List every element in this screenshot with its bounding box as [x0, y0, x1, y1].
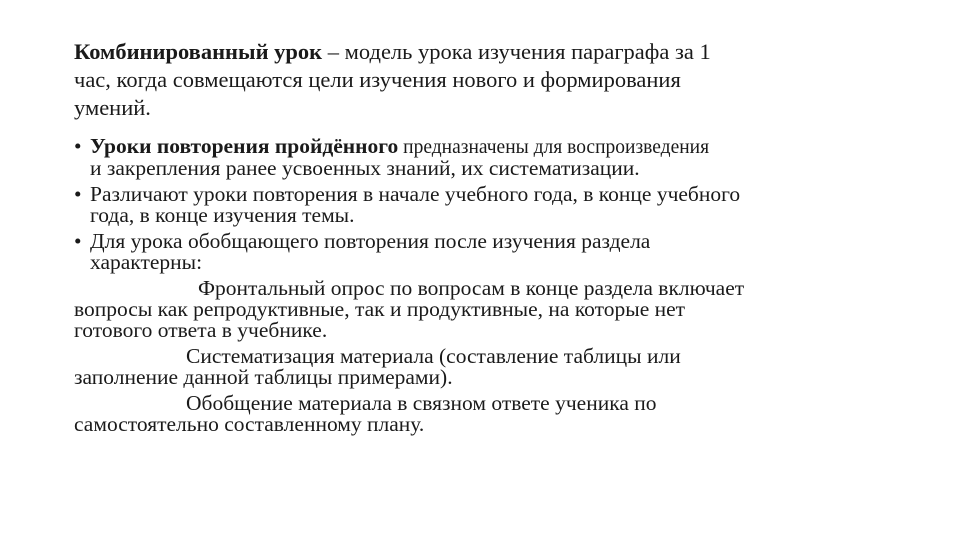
item-systematization	[74, 346, 894, 388]
item-1-line-2: вопросы как репродуктивные, так и продуктивные, на которые нет	[74, 297, 686, 321]
slide-content	[74, 38, 894, 440]
item-2-line-2: заполнение данной таблицы примерами).	[74, 365, 453, 389]
bullet-3-line-1: Для урока обобщающего повторения после изучения раздела	[90, 229, 651, 253]
item-3-line-2: самостоятельно составленному плану.	[74, 412, 425, 436]
item-1-line-1: Фронтальный опрос по вопросам в конце раздела включает	[198, 276, 745, 300]
bullet-1-cont: и закрепления ранее усвоенных знаний, их систематизации.	[90, 156, 640, 180]
item-3-line-1: Обобщение материала в связном ответе ученика по	[186, 391, 657, 415]
bullet-1-bold: Уроки повторения пройдённого	[90, 134, 399, 158]
intro-line-1: – модель урока изучения параграфа за 1	[322, 39, 711, 64]
bullet-1-rest: предназначены для воспроизведения	[398, 137, 710, 158]
item-2-line-1: Систематизация материала (составление таблицы или	[186, 344, 681, 368]
intro-term: Комбинированный урок	[74, 39, 323, 64]
bullet-item-types	[74, 184, 894, 226]
bullet-icon: •	[74, 182, 82, 206]
item-generalization	[74, 393, 894, 435]
bullet-item-generalizing	[74, 231, 894, 273]
intro-line-2: час, когда совмещаются цели изучения нового и формирования	[74, 67, 681, 92]
bullet-item-repetition	[74, 136, 894, 179]
item-frontal-survey	[74, 278, 894, 341]
bullet-3-line-2: характерны:	[90, 250, 203, 274]
bullet-icon: •	[74, 229, 82, 253]
item-1-line-3: готового ответа в учебнике.	[74, 318, 328, 342]
intro-line-3: умений.	[74, 95, 151, 120]
bullet-2-line-2: года, в конце изучения темы.	[90, 203, 355, 227]
bullet-list	[74, 136, 894, 273]
bullet-icon: •	[74, 134, 82, 158]
bullet-2-line-1: Различают уроки повторения в начале учебного года, в конце учебного	[90, 182, 741, 206]
intro-paragraph	[74, 38, 894, 122]
